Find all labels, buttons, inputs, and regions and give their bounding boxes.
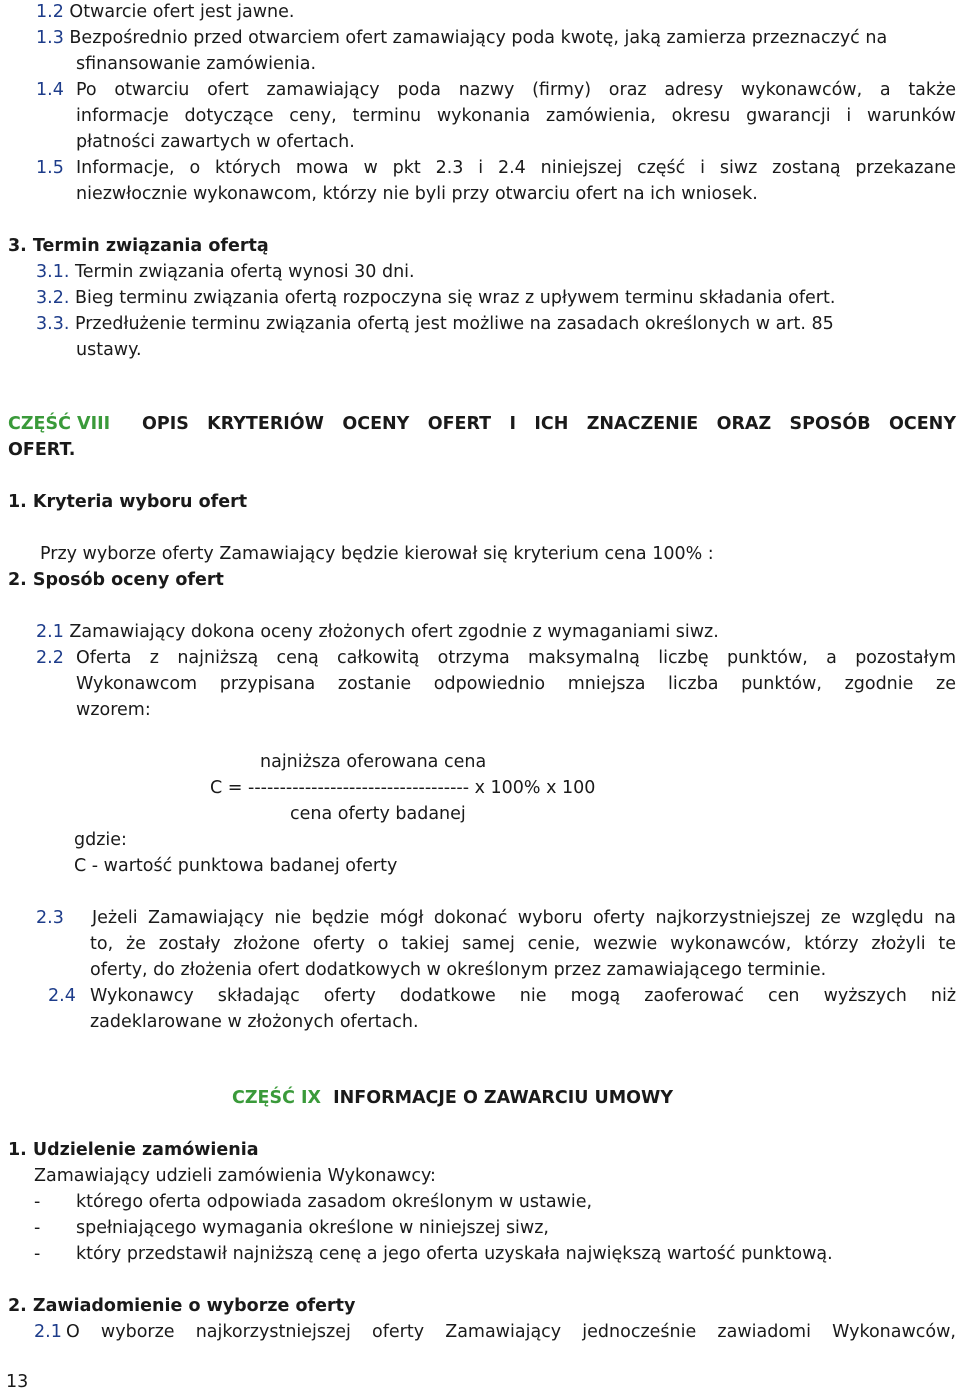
item-number: 1.3 (36, 28, 64, 48)
item-number: 2.2 (36, 648, 64, 668)
item-text-line: Przedłużenie terminu związania ofertą jest możliwe na zasadach określonych w art. 85 (74, 314, 834, 334)
item-number: 3.2. (36, 288, 70, 308)
formula-where: gdzie: (74, 830, 127, 850)
part-label: CZĘŚĆ VIII (8, 414, 111, 434)
item-text: O wyborze najkorzystniejszej oferty Zamawiający jednocześnie zawiadomi Wykonawców, (66, 1322, 956, 1342)
list-item (34, 1244, 833, 1264)
item-text: Zamawiający dokona oceny złożonych ofert zgodnie z wymaganiami siwz. (69, 622, 719, 642)
formula-numerator: najniższa oferowana cena (260, 752, 487, 772)
list-item-text: który przedstawił najniższą cenę a jego oferta uzyskała największą wartość punktową. (76, 1244, 833, 1264)
list-item-text: którego oferta odpowiada zasadom określonym w ustawie, (76, 1192, 593, 1212)
formula-denominator: cena oferty badanej (290, 804, 466, 824)
item-3-3-line-2: ustawy. (76, 340, 142, 360)
item-1-4-line-2: informacje dotyczące ceny, terminu wykonania zamówienia, okresu gwarancji i warunków (76, 106, 956, 126)
item-3-2 (36, 288, 835, 308)
bullet-dash: - (34, 1218, 41, 1238)
part-title: OPIS KRYTERIÓW OCENY OFERT I ICH ZNACZENIE ORAZ SPOSÓB OCENY (142, 414, 956, 434)
item-2-2-line-2: Wykonawcom przypisana zostanie odpowiednio mniejsza liczba punktów, zgodnie ze (76, 674, 956, 694)
item-text-line: Wykonawcy składając oferty dodatkowe nie mogą zaoferować cen wyższych niż (90, 986, 956, 1006)
item-number: 1.2 (36, 2, 64, 22)
item-2-3-line-2: to, że zostały złożone oferty o takiej samej cenie, wezwie wykonawców, którzy złożyli te (90, 934, 956, 954)
item-2-4-line-2: zadeklarowane w złożonych ofertach. (90, 1012, 419, 1032)
item-text: Otwarcie ofert jest jawne. (69, 2, 295, 22)
item-2-2-line-3: wzorem: (76, 700, 151, 720)
item-2-1 (36, 622, 719, 642)
item-text-line: Po otwarciu ofert zamawiający poda nazwy (firmy) oraz adresy wykonawców, a także (76, 80, 956, 100)
list-item-text: spełniającego wymagania określone w niniejszej siwz, (76, 1218, 549, 1238)
item-2-3 (36, 908, 956, 928)
item-number: 1.4 (36, 80, 64, 100)
item-number: 2.1 (36, 622, 64, 642)
part-title: INFORMACJE O ZAWARCIU UMOWY (333, 1088, 674, 1108)
item-text: Bieg terminu związania ofertą rozpoczyna się wraz z upływem terminu składania ofert. (74, 288, 836, 308)
intro-text: Zamawiający udzieli zamówienia Wykonawcy: (34, 1166, 436, 1186)
item-text-line: Bezpośrednio przed otwarciem ofert zamawiający poda kwotę, jaką zamierza przeznaczyć na (69, 28, 888, 48)
bullet-dash: - (34, 1244, 41, 1264)
bullet-dash: - (34, 1192, 41, 1212)
item-1-5-line-2: niezwłocznie wykonawcom, którzy nie byli przy otwarciu ofert na ich wniosek. (76, 184, 758, 204)
item-2-2 (36, 648, 956, 668)
item-1-4-line-3: płatności zawartych w ofertach. (76, 132, 355, 152)
part-8-heading (8, 414, 956, 434)
item-text-line: Oferta z najniższą ceną całkowitą otrzyma maksymalną liczbę punktów, a pozostałym (76, 648, 956, 668)
item-3-3 (36, 314, 834, 334)
item-1-4 (36, 80, 956, 100)
item-2-1-notice (34, 1322, 956, 1342)
item-number: 3.1. (36, 262, 70, 282)
item-2-4 (48, 986, 956, 1006)
item-2-3-line-3: oferty, do złożenia ofert dodatkowych w określonym przez zamawiającego terminie. (90, 960, 827, 980)
item-number: 2.4 (48, 986, 76, 1006)
item-1-3-line-2: sfinansowanie zamówienia. (76, 54, 317, 74)
list-item (34, 1218, 549, 1238)
item-number: 2.3 (36, 908, 64, 928)
item-text: Termin związania ofertą wynosi 30 dni. (74, 262, 415, 282)
item-1-3 (36, 28, 887, 48)
item-text-line: Jeżeli Zamawiający nie będzie mógł dokonać wyboru oferty najkorzystniejszej ze względu na (92, 908, 956, 928)
section-heading-termin: 3. Termin związania ofertą (8, 236, 269, 256)
part-label: CZĘŚĆ IX (232, 1088, 322, 1108)
item-1-2 (36, 2, 294, 22)
subsection-heading-zawiadomienie: 2. Zawiadomienie o wyborze oferty (8, 1296, 356, 1316)
list-item (34, 1192, 592, 1212)
subsection-heading-kryteria: 1. Kryteria wyboru ofert (8, 492, 248, 512)
subsection-heading-udzielenie: 1. Udzielenie zamówienia (8, 1140, 259, 1160)
item-number: 3.3. (36, 314, 70, 334)
criterion-text: Przy wyborze oferty Zamawiający będzie kierował się kryterium cena 100% : (40, 544, 714, 564)
part-9-heading (232, 1088, 673, 1108)
item-1-5 (36, 158, 956, 178)
subsection-heading-sposob: 2. Sposób oceny ofert (8, 570, 224, 590)
item-number: 2.1 (34, 1322, 62, 1342)
formula-definition: C - wartość punktowa badanej oferty (74, 856, 398, 876)
item-3-1 (36, 262, 415, 282)
item-text-line: Informacje, o których mowa w pkt 2.3 i 2.4 niniejszej część i siwz zostaną przekazane (76, 158, 956, 178)
part-8-heading-line-2: OFERT. (8, 440, 76, 460)
page-number: 13 (6, 1372, 29, 1392)
item-number: 1.5 (36, 158, 64, 178)
formula-line: C = ----------------------------------- x 100% x 100 (210, 778, 596, 798)
